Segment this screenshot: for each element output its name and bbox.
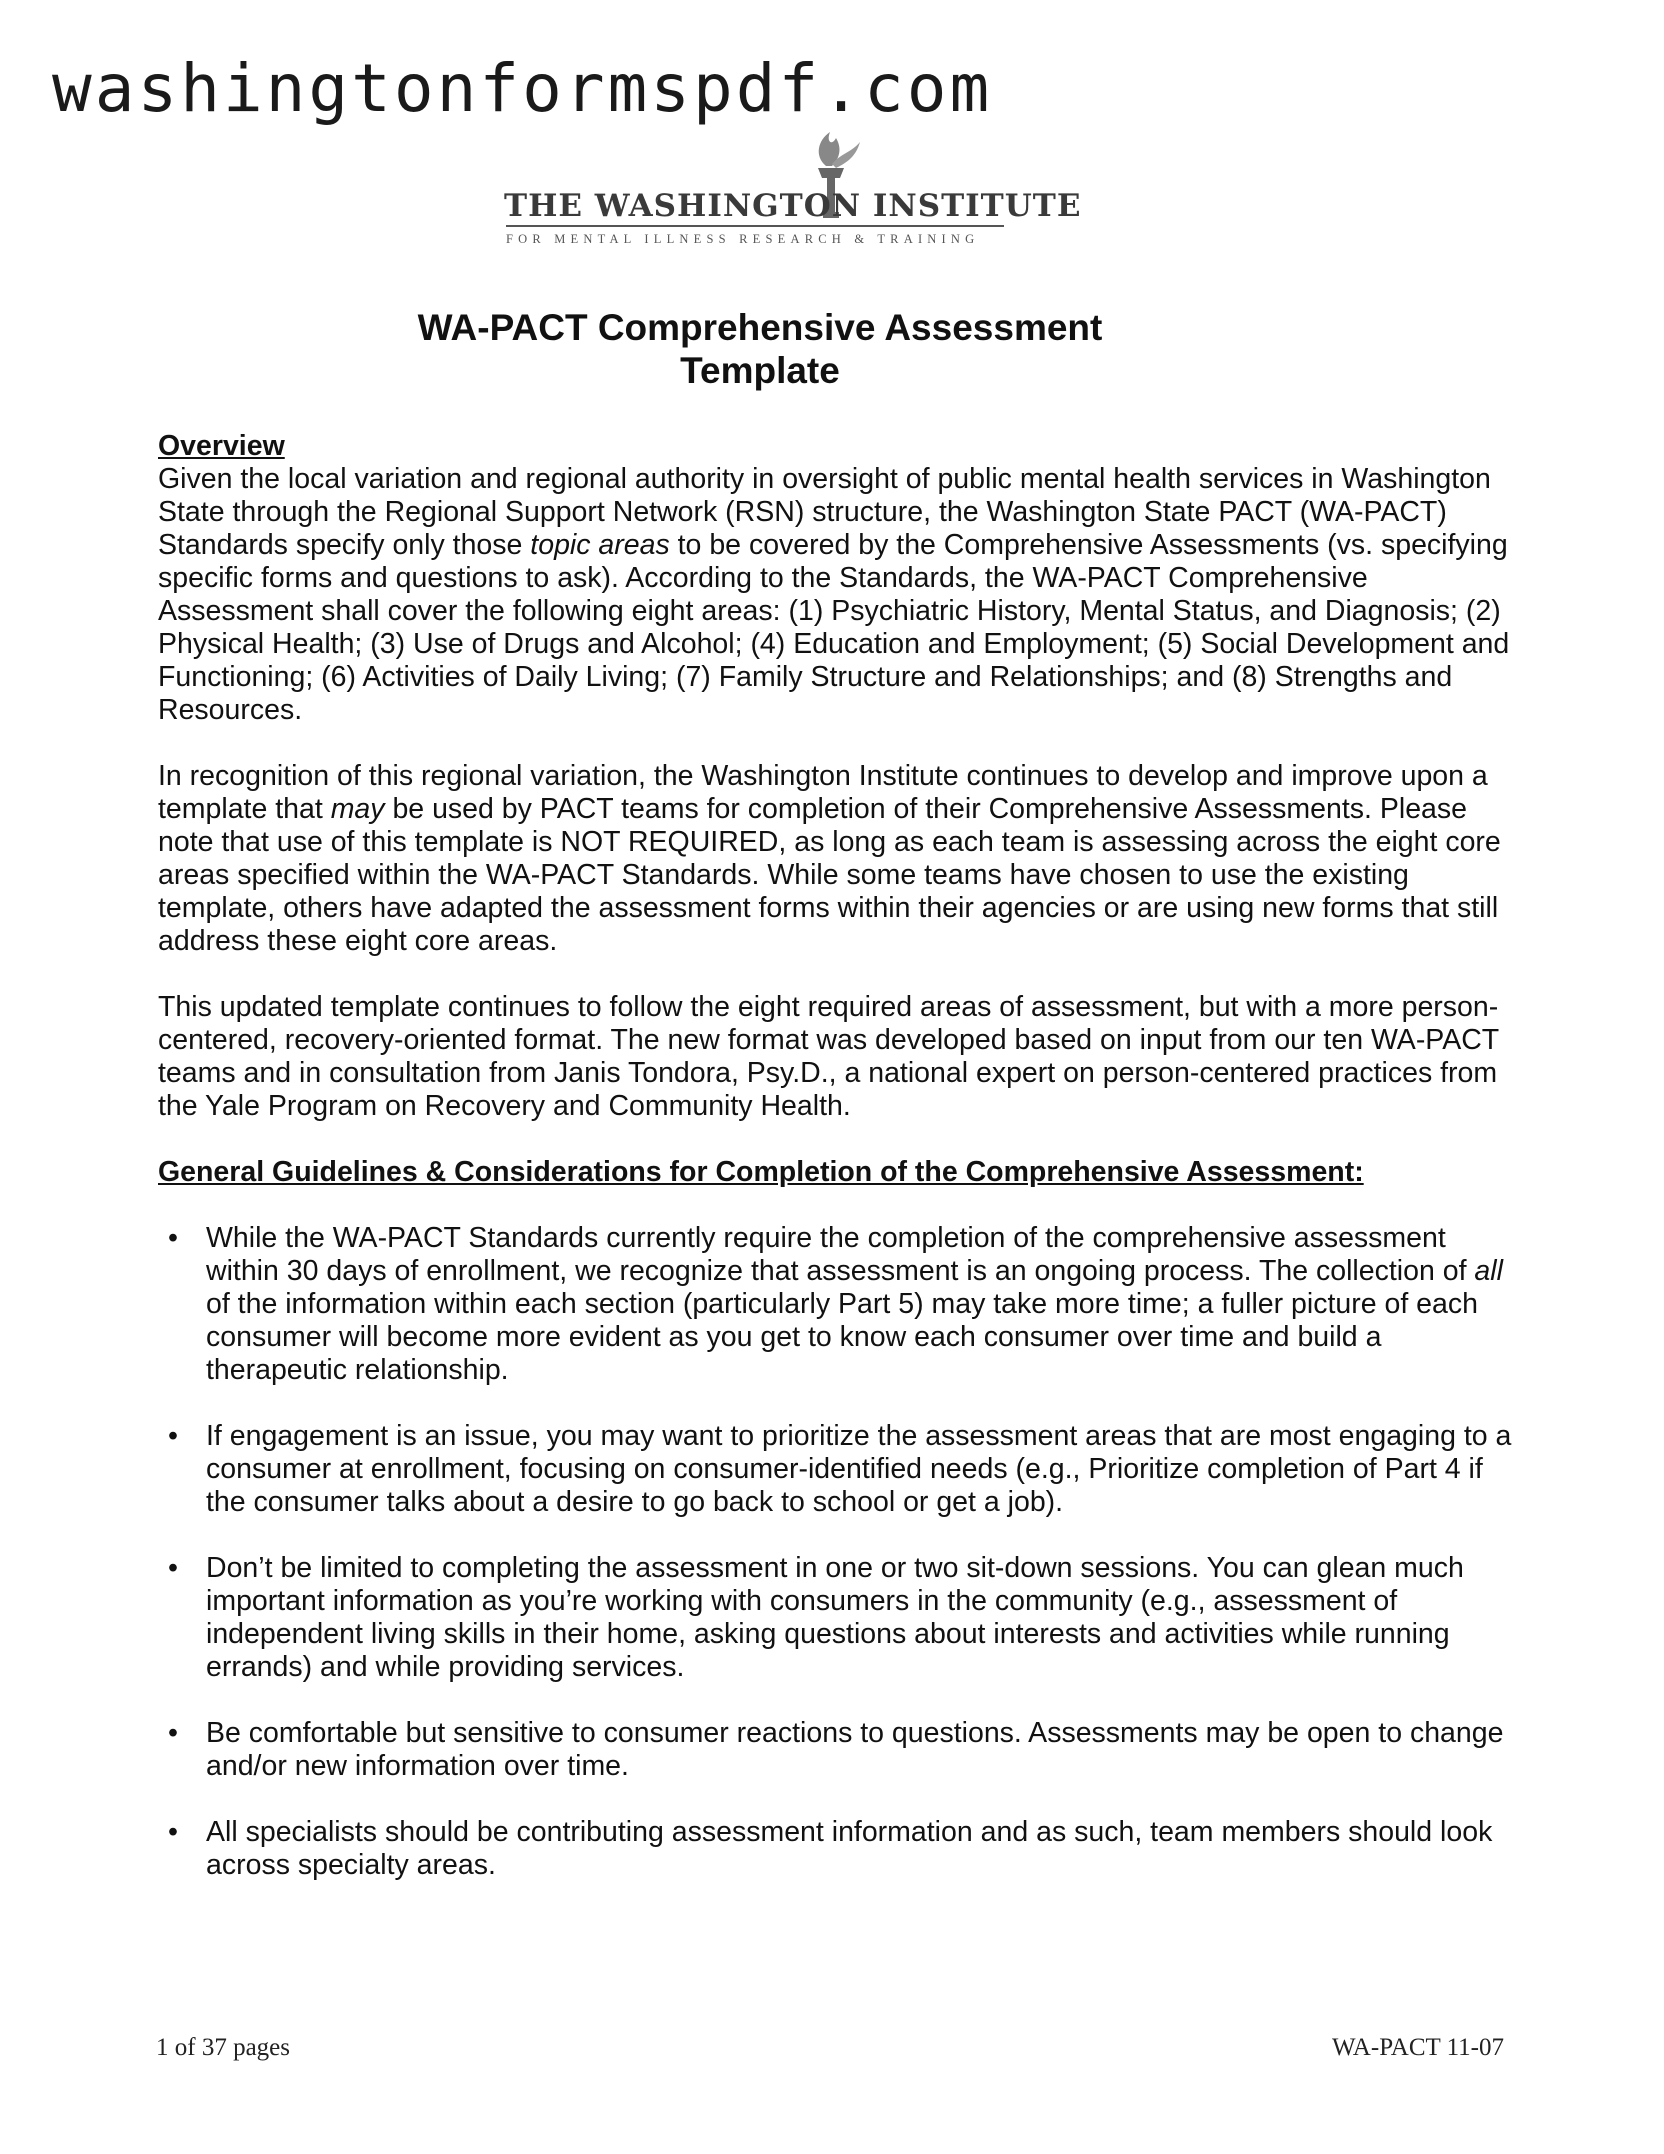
title-line-2: Template [680,350,840,391]
list-item: • Don’t be limited to completing the assessment in one or two sit-down sessions. You can glean much important information as you’re working with consumers in the community (e.g., assessment of independent living skills in their home, asking questions about interests and activities while running errands) and while providing services. [168,1552,1464,1683]
emphasis-all: all [1474,1255,1503,1287]
bullet-icon: • [168,1816,178,1848]
title-line-1: WA-PACT Comprehensive Assessment [417,307,1103,348]
list-item: • If engagement is an issue, you may want to prioritize the assessment areas that are most engaging to a consumer at enrollment, focusing on consumer-identified needs (e.g., Prioritize completion of Part 4 if the consumer talks about a desire to go back to school or get a job). [168,1420,1512,1518]
logo-org-name: THE WASHINGTON INSTITUTE [504,188,1082,224]
logo-tagline: FOR MENTAL ILLNESS RESEARCH & TRAINING [506,232,980,246]
overview-paragraph-3: This updated template continues to follow the eight required areas of assessment, but with a more person-centered, recovery-oriented format. The new format was developed based on input from our ten WA-PACT teams and in consultation from Janis Tondora, Psy.D., a national expert on person-centered practices from the Yale Program on Recovery and Community Health. [158,991,1499,1122]
footer-doc-code: WA-PACT 11-07 [1331,2034,1504,2061]
logo-divider [506,225,1004,227]
emphasis-may: may [330,793,385,825]
footer-page-info: 1 of 37 pages [156,2034,290,2061]
document-title [0,306,1520,392]
bullet-icon: • [168,1552,178,1584]
watermark-text: washingtonformspdf.com [52,50,993,127]
list-item: • All specialists should be contributing assessment information and as such, team members should look across specialty areas. [168,1816,1493,1881]
overview-heading: Overview [158,430,285,462]
guidelines-heading: General Guidelines & Considerations for Completion of the Comprehensive Assessment: [158,1156,1364,1188]
overview-paragraph-2: In recognition of this regional variation, the Washington Institute continues to develop and improve upon a template that may be used by PACT teams for completion of their Comprehensive Assessments. Please note that use of this template is NOT REQUIRED, as long as each team is assessing across the eight core areas specified within the WA-PACT Standards. While some teams have chosen to use the existing template, others have adapted the assessment forms within their agencies or are using new forms that still address these eight core areas. [158,760,1501,957]
document-body [158,430,1518,1915]
bullet-icon: • [168,1420,178,1452]
bullet-icon: • [168,1717,178,1749]
list-item: • Be comfortable but sensitive to consumer reactions to questions. Assessments may be open to change and/or new information over time. [168,1717,1504,1782]
overview-paragraph-1: Given the local variation and regional authority in oversight of public mental health services in Washington State through the Regional Support Network (RSN) structure, the Washington State PACT (WA-PACT) Standards specify only those topic areas to be covered by the Comprehensive Assessments (vs. specifying specific forms and questions to ask). According to the Standards, the WA-PACT Comprehensive Assessment shall cover the following eight areas: (1) Psychiatric History, Mental Status, and Diagnosis; (2) Physical Health; (3) Use of Drugs and Alcohol; (4) Education and Employment; (5) Social Development and Functioning; (6) Activities of Daily Living; (7) Family Structure and Relationships; and (8) Strengths and Resources. [158,463,1510,726]
bullet-icon: • [168,1222,178,1254]
list-item: • While the WA-PACT Standards currently require the completion of the comprehensive assessment within 30 days of enrollment, we recognize that assessment is an ongoing process. The collection of all of the information within each section (particularly Part 5) may take more time; a fuller picture of each consumer will become more evident as you get to know each consumer over time and build a therapeutic relationship. [168,1222,1503,1386]
emphasis-topic-areas: topic areas [530,529,670,561]
institute-logo [500,128,1082,248]
guidelines-list [158,1222,1518,1882]
